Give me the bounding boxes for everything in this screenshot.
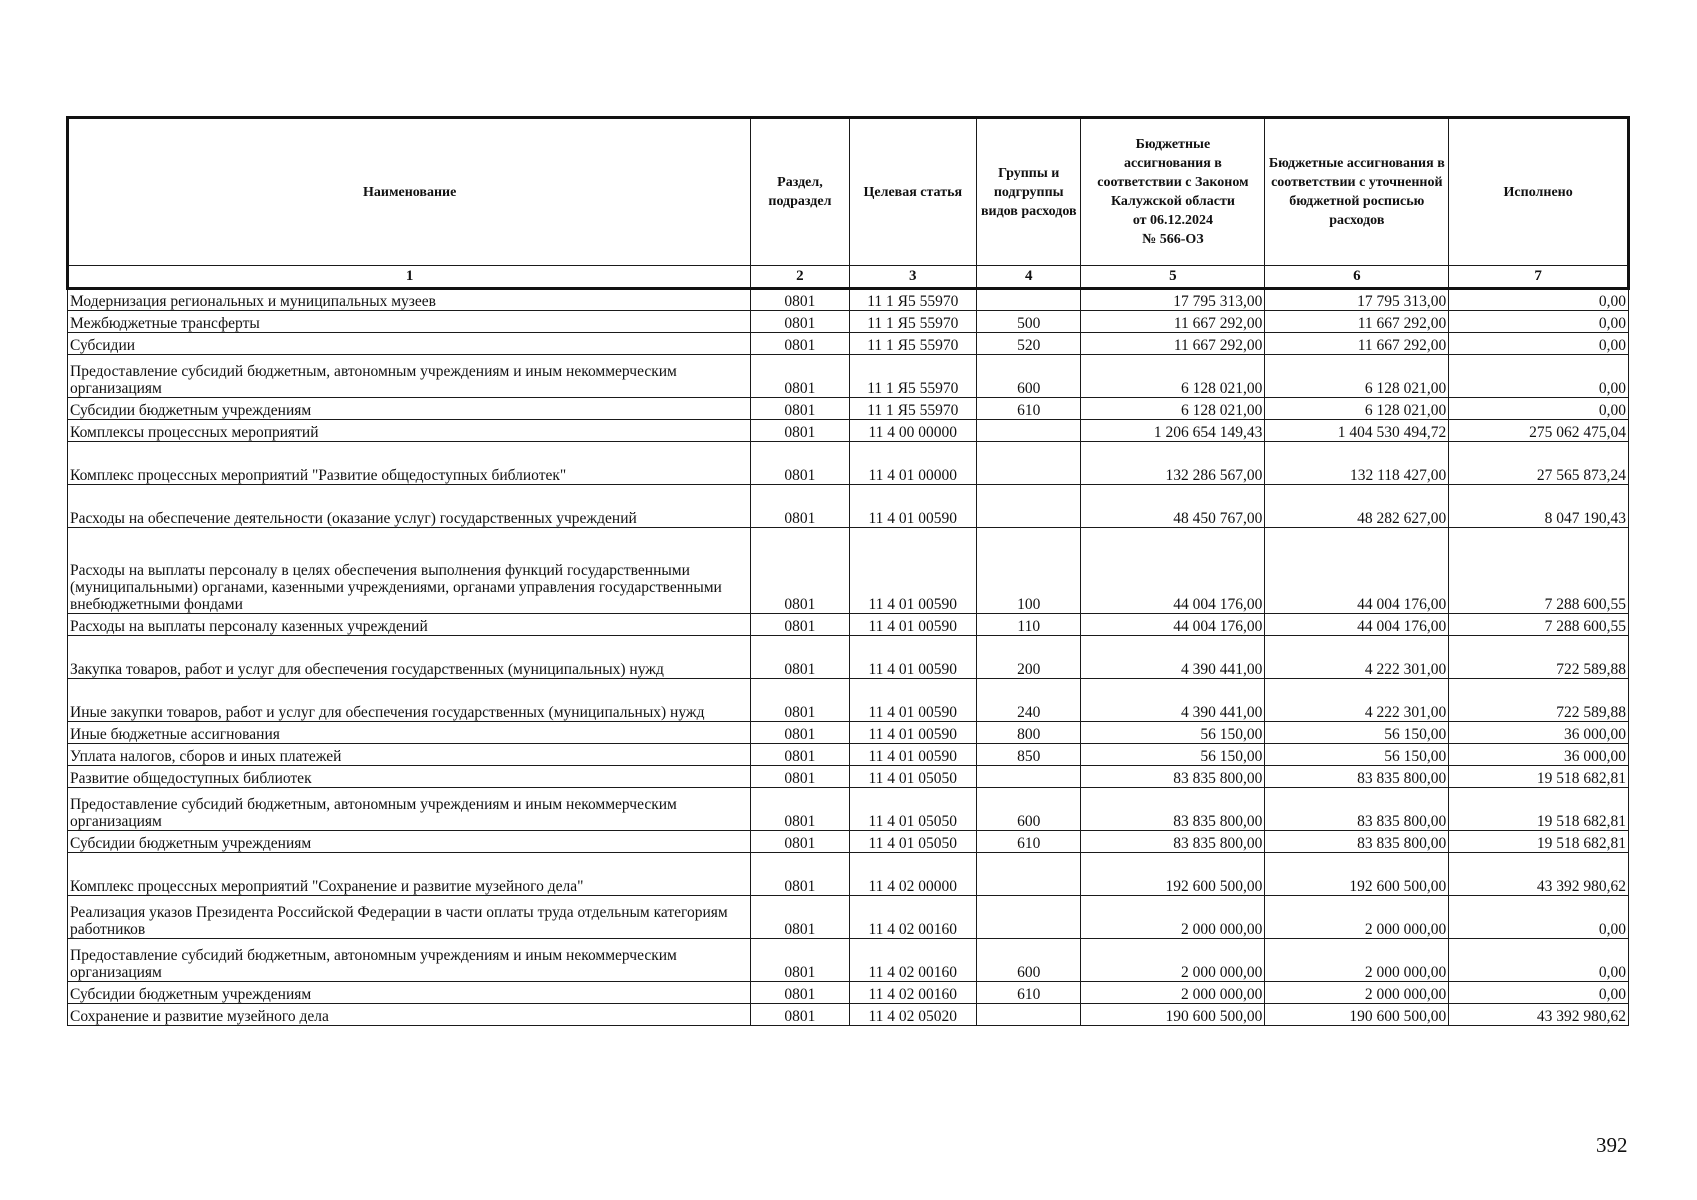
row-razdel: 0801 bbox=[751, 939, 849, 982]
header-law-line: № 566-ОЗ bbox=[1142, 232, 1204, 247]
header-law-allocations bbox=[1081, 118, 1265, 266]
row-executed: 0,00 bbox=[1449, 355, 1629, 398]
table-row bbox=[68, 982, 1629, 1004]
row-name: Комплекс процессных мероприятий "Развитие общедоступных библиотек" bbox=[68, 442, 751, 485]
row-target-article: 11 4 01 05050 bbox=[849, 766, 976, 788]
table-row bbox=[68, 1004, 1629, 1026]
row-refined-allocation: 2 000 000,00 bbox=[1265, 982, 1449, 1004]
row-expense-group: 600 bbox=[977, 788, 1081, 831]
row-law-allocation: 56 150,00 bbox=[1081, 744, 1265, 766]
row-razdel: 0801 bbox=[751, 311, 849, 333]
row-razdel: 0801 bbox=[751, 766, 849, 788]
column-number: 6 bbox=[1265, 266, 1449, 289]
row-target-article: 11 4 02 05020 bbox=[849, 1004, 976, 1026]
column-number: 5 bbox=[1081, 266, 1265, 289]
row-target-article: 11 1 Я5 55970 bbox=[849, 333, 976, 355]
row-expense-group: 500 bbox=[977, 311, 1081, 333]
row-target-article: 11 4 02 00000 bbox=[849, 853, 976, 896]
row-expense-group: 100 bbox=[977, 528, 1081, 614]
row-expense-group: 800 bbox=[977, 722, 1081, 744]
header-razdel: Раздел, подраздел bbox=[751, 118, 849, 266]
header-target-article: Целевая статья bbox=[849, 118, 976, 266]
row-refined-allocation: 4 222 301,00 bbox=[1265, 636, 1449, 679]
row-target-article: 11 1 Я5 55970 bbox=[849, 398, 976, 420]
row-refined-allocation: 190 600 500,00 bbox=[1265, 1004, 1449, 1026]
row-target-article: 11 4 01 00000 bbox=[849, 442, 976, 485]
row-executed: 8 047 190,43 bbox=[1449, 485, 1629, 528]
row-refined-allocation: 56 150,00 bbox=[1265, 744, 1449, 766]
row-razdel: 0801 bbox=[751, 355, 849, 398]
row-refined-allocation: 83 835 800,00 bbox=[1265, 788, 1449, 831]
row-name: Уплата налогов, сборов и иных платежей bbox=[68, 744, 751, 766]
row-refined-allocation: 44 004 176,00 bbox=[1265, 614, 1449, 636]
row-razdel: 0801 bbox=[751, 528, 849, 614]
table-body bbox=[68, 289, 1629, 1026]
row-name: Расходы на обеспечение деятельности (оказание услуг) государственных учреждений bbox=[68, 485, 751, 528]
row-target-article: 11 4 01 05050 bbox=[849, 831, 976, 853]
row-law-allocation: 11 667 292,00 bbox=[1081, 333, 1265, 355]
row-razdel: 0801 bbox=[751, 982, 849, 1004]
table-row bbox=[68, 333, 1629, 355]
row-executed: 36 000,00 bbox=[1449, 744, 1629, 766]
row-refined-allocation: 44 004 176,00 bbox=[1265, 528, 1449, 614]
row-target-article: 11 4 01 00590 bbox=[849, 679, 976, 722]
row-law-allocation: 44 004 176,00 bbox=[1081, 614, 1265, 636]
row-razdel: 0801 bbox=[751, 853, 849, 896]
row-target-article: 11 4 01 00590 bbox=[849, 528, 976, 614]
row-expense-group bbox=[977, 485, 1081, 528]
row-razdel: 0801 bbox=[751, 442, 849, 485]
table-row bbox=[68, 442, 1629, 485]
row-target-article: 11 1 Я5 55970 bbox=[849, 355, 976, 398]
table-row bbox=[68, 528, 1629, 614]
column-number: 2 bbox=[751, 266, 849, 289]
table-row bbox=[68, 766, 1629, 788]
row-target-article: 11 4 02 00160 bbox=[849, 896, 976, 939]
table-row bbox=[68, 614, 1629, 636]
row-name: Комплекс процессных мероприятий "Сохранение и развитие музейного дела" bbox=[68, 853, 751, 896]
row-expense-group bbox=[977, 420, 1081, 442]
row-target-article: 11 4 01 05050 bbox=[849, 788, 976, 831]
row-law-allocation: 83 835 800,00 bbox=[1081, 788, 1265, 831]
row-law-allocation: 56 150,00 bbox=[1081, 722, 1265, 744]
row-target-article: 11 4 01 00590 bbox=[849, 614, 976, 636]
header-law-line: от 06.12.2024 bbox=[1132, 213, 1214, 228]
row-name: Расходы на выплаты персоналу казенных учреждений bbox=[68, 614, 751, 636]
row-razdel: 0801 bbox=[751, 831, 849, 853]
row-razdel: 0801 bbox=[751, 398, 849, 420]
row-razdel: 0801 bbox=[751, 333, 849, 355]
row-razdel: 0801 bbox=[751, 788, 849, 831]
row-target-article: 11 1 Я5 55970 bbox=[849, 289, 976, 311]
row-executed: 0,00 bbox=[1449, 982, 1629, 1004]
row-name: Иные закупки товаров, работ и услуг для обеспечения государственных (муниципальных) нужд bbox=[68, 679, 751, 722]
row-law-allocation: 192 600 500,00 bbox=[1081, 853, 1265, 896]
row-refined-allocation: 83 835 800,00 bbox=[1265, 831, 1449, 853]
row-razdel: 0801 bbox=[751, 485, 849, 528]
row-law-allocation: 2 000 000,00 bbox=[1081, 982, 1265, 1004]
row-refined-allocation: 56 150,00 bbox=[1265, 722, 1449, 744]
row-razdel: 0801 bbox=[751, 744, 849, 766]
table-row bbox=[68, 485, 1629, 528]
row-law-allocation: 132 286 567,00 bbox=[1081, 442, 1265, 485]
header-executed: Исполнено bbox=[1449, 118, 1629, 266]
row-executed: 0,00 bbox=[1449, 311, 1629, 333]
row-law-allocation: 190 600 500,00 bbox=[1081, 1004, 1265, 1026]
row-executed: 19 518 682,81 bbox=[1449, 831, 1629, 853]
row-executed: 19 518 682,81 bbox=[1449, 766, 1629, 788]
row-name: Межбюджетные трансферты bbox=[68, 311, 751, 333]
table-row bbox=[68, 311, 1629, 333]
header-law-line: Калужской области bbox=[1110, 194, 1235, 209]
table-row bbox=[68, 722, 1629, 744]
column-number: 7 bbox=[1449, 266, 1629, 289]
row-executed: 7 288 600,55 bbox=[1449, 614, 1629, 636]
row-refined-allocation: 83 835 800,00 bbox=[1265, 766, 1449, 788]
row-law-allocation: 6 128 021,00 bbox=[1081, 398, 1265, 420]
row-law-allocation: 4 390 441,00 bbox=[1081, 679, 1265, 722]
row-executed: 0,00 bbox=[1449, 398, 1629, 420]
row-expense-group: 200 bbox=[977, 636, 1081, 679]
budget-table bbox=[66, 116, 1630, 1026]
row-name: Модернизация региональных и муниципальных музеев bbox=[68, 289, 751, 311]
table-row bbox=[68, 831, 1629, 853]
row-refined-allocation: 6 128 021,00 bbox=[1265, 355, 1449, 398]
page-number: 392 bbox=[1596, 1133, 1628, 1157]
row-executed: 7 288 600,55 bbox=[1449, 528, 1629, 614]
row-law-allocation: 2 000 000,00 bbox=[1081, 896, 1265, 939]
column-number: 4 bbox=[977, 266, 1081, 289]
table-row bbox=[68, 939, 1629, 982]
row-razdel: 0801 bbox=[751, 1004, 849, 1026]
header-name: Наименование bbox=[68, 118, 751, 266]
row-executed: 0,00 bbox=[1449, 939, 1629, 982]
header-law-line: Бюджетные bbox=[1135, 137, 1211, 152]
column-number: 1 bbox=[68, 266, 751, 289]
row-name: Комплексы процессных мероприятий bbox=[68, 420, 751, 442]
row-target-article: 11 4 01 00590 bbox=[849, 722, 976, 744]
row-expense-group: 600 bbox=[977, 355, 1081, 398]
row-expense-group: 610 bbox=[977, 982, 1081, 1004]
row-name: Сохранение и развитие музейного дела bbox=[68, 1004, 751, 1026]
row-expense-group bbox=[977, 442, 1081, 485]
row-expense-group bbox=[977, 853, 1081, 896]
table-row bbox=[68, 896, 1629, 939]
row-name: Предоставление субсидий бюджетным, автономным учреждениям и иным некоммерческим организациям bbox=[68, 788, 751, 831]
row-target-article: 11 4 01 00590 bbox=[849, 744, 976, 766]
row-refined-allocation: 2 000 000,00 bbox=[1265, 939, 1449, 982]
row-target-article: 11 4 01 00590 bbox=[849, 485, 976, 528]
row-law-allocation: 17 795 313,00 bbox=[1081, 289, 1265, 311]
row-razdel: 0801 bbox=[751, 289, 849, 311]
row-target-article: 11 4 02 00160 bbox=[849, 982, 976, 1004]
row-name: Реализация указов Президента Российской Федерации в части оплаты труда отдельным категориям работников bbox=[68, 896, 751, 939]
row-refined-allocation: 1 404 530 494,72 bbox=[1265, 420, 1449, 442]
row-expense-group: 600 bbox=[977, 939, 1081, 982]
row-target-article: 11 4 02 00160 bbox=[849, 939, 976, 982]
row-expense-group: 850 bbox=[977, 744, 1081, 766]
row-razdel: 0801 bbox=[751, 636, 849, 679]
header-law-line: ассигнования в bbox=[1123, 156, 1222, 171]
table-row bbox=[68, 679, 1629, 722]
table-row bbox=[68, 420, 1629, 442]
row-executed: 27 565 873,24 bbox=[1449, 442, 1629, 485]
row-executed: 275 062 475,04 bbox=[1449, 420, 1629, 442]
row-refined-allocation: 192 600 500,00 bbox=[1265, 853, 1449, 896]
column-number: 3 bbox=[849, 266, 976, 289]
table-row bbox=[68, 289, 1629, 311]
row-executed: 722 589,88 bbox=[1449, 636, 1629, 679]
row-refined-allocation: 2 000 000,00 bbox=[1265, 896, 1449, 939]
row-expense-group bbox=[977, 1004, 1081, 1026]
row-name: Субсидии бюджетным учреждениям bbox=[68, 831, 751, 853]
row-law-allocation: 44 004 176,00 bbox=[1081, 528, 1265, 614]
row-executed: 43 392 980,62 bbox=[1449, 853, 1629, 896]
row-refined-allocation: 48 282 627,00 bbox=[1265, 485, 1449, 528]
header-expense-groups: Группы и подгруппы видов расходов bbox=[977, 118, 1081, 266]
row-name: Предоставление субсидий бюджетным, автономным учреждениям и иным некоммерческим организациям bbox=[68, 939, 751, 982]
row-target-article: 11 1 Я5 55970 bbox=[849, 311, 976, 333]
row-law-allocation: 1 206 654 149,43 bbox=[1081, 420, 1265, 442]
column-number-row bbox=[68, 266, 1629, 289]
row-razdel: 0801 bbox=[751, 614, 849, 636]
table-row bbox=[68, 355, 1629, 398]
row-name: Закупка товаров, работ и услуг для обеспечения государственных (муниципальных) нужд bbox=[68, 636, 751, 679]
row-executed: 19 518 682,81 bbox=[1449, 788, 1629, 831]
row-refined-allocation: 4 222 301,00 bbox=[1265, 679, 1449, 722]
header-refined-allocations: Бюджетные ассигнования в соответствии с уточненной бюджетной росписью расходов bbox=[1265, 118, 1449, 266]
row-name: Развитие общедоступных библиотек bbox=[68, 766, 751, 788]
header-law-line: соответствии с Законом bbox=[1097, 175, 1249, 190]
row-refined-allocation: 17 795 313,00 bbox=[1265, 289, 1449, 311]
row-law-allocation: 83 835 800,00 bbox=[1081, 831, 1265, 853]
row-name: Расходы на выплаты персоналу в целях обеспечения выполнения функций государственными (муниципальными) органами, казенными учреждениями, органами управления государственными внебюджетными фондами bbox=[68, 528, 751, 614]
table-row bbox=[68, 788, 1629, 831]
row-target-article: 11 4 01 00590 bbox=[849, 636, 976, 679]
header-row bbox=[68, 118, 1629, 266]
row-expense-group bbox=[977, 289, 1081, 311]
row-expense-group: 520 bbox=[977, 333, 1081, 355]
row-name: Субсидии bbox=[68, 333, 751, 355]
row-executed: 0,00 bbox=[1449, 289, 1629, 311]
row-expense-group: 240 bbox=[977, 679, 1081, 722]
row-law-allocation: 11 667 292,00 bbox=[1081, 311, 1265, 333]
table-row bbox=[68, 636, 1629, 679]
row-law-allocation: 2 000 000,00 bbox=[1081, 939, 1265, 982]
row-refined-allocation: 11 667 292,00 bbox=[1265, 311, 1449, 333]
table-row bbox=[68, 398, 1629, 420]
row-refined-allocation: 11 667 292,00 bbox=[1265, 333, 1449, 355]
row-expense-group: 610 bbox=[977, 398, 1081, 420]
row-name: Субсидии бюджетным учреждениям bbox=[68, 982, 751, 1004]
row-executed: 722 589,88 bbox=[1449, 679, 1629, 722]
row-razdel: 0801 bbox=[751, 420, 849, 442]
table-row bbox=[68, 853, 1629, 896]
row-executed: 0,00 bbox=[1449, 896, 1629, 939]
row-executed: 36 000,00 bbox=[1449, 722, 1629, 744]
row-target-article: 11 4 00 00000 bbox=[849, 420, 976, 442]
row-expense-group: 610 bbox=[977, 831, 1081, 853]
row-executed: 43 392 980,62 bbox=[1449, 1004, 1629, 1026]
row-refined-allocation: 132 118 427,00 bbox=[1265, 442, 1449, 485]
row-expense-group bbox=[977, 896, 1081, 939]
row-refined-allocation: 6 128 021,00 bbox=[1265, 398, 1449, 420]
row-expense-group: 110 bbox=[977, 614, 1081, 636]
row-razdel: 0801 bbox=[751, 896, 849, 939]
row-law-allocation: 6 128 021,00 bbox=[1081, 355, 1265, 398]
row-razdel: 0801 bbox=[751, 679, 849, 722]
row-law-allocation: 48 450 767,00 bbox=[1081, 485, 1265, 528]
row-name: Иные бюджетные ассигнования bbox=[68, 722, 751, 744]
table-row bbox=[68, 744, 1629, 766]
row-name: Субсидии бюджетным учреждениям bbox=[68, 398, 751, 420]
row-executed: 0,00 bbox=[1449, 333, 1629, 355]
row-razdel: 0801 bbox=[751, 722, 849, 744]
row-law-allocation: 83 835 800,00 bbox=[1081, 766, 1265, 788]
row-expense-group bbox=[977, 766, 1081, 788]
row-name: Предоставление субсидий бюджетным, автономным учреждениям и иным некоммерческим организациям bbox=[68, 355, 751, 398]
row-law-allocation: 4 390 441,00 bbox=[1081, 636, 1265, 679]
